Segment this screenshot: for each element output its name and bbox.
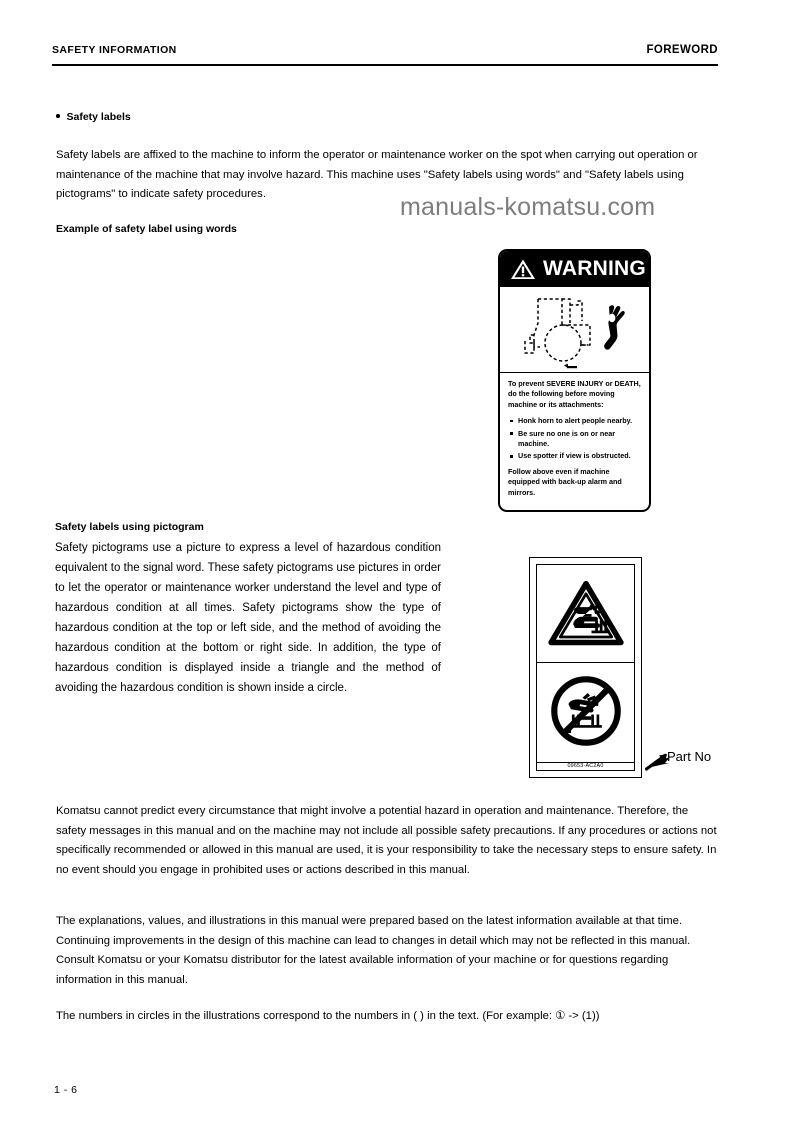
warning-pictogram-area [500, 287, 649, 373]
warning-bullet-list [508, 416, 641, 462]
circled-numbers-note: The numbers in circles in the illustrations correspond to the numbers in ( ) in the text. (For example: ① -> (1)) [56, 1010, 600, 1022]
header-rule [52, 64, 718, 66]
warning-bullet-item: Use spotter if view is obstructed. [508, 451, 641, 461]
warning-label-graphic [498, 249, 651, 512]
pictogram-label-inner-frame [536, 564, 635, 771]
part-no-callout-label: Part No [667, 749, 712, 764]
prohibition-circle-no-hand-icon [549, 674, 623, 748]
warning-signal-word: WARNING [543, 257, 646, 280]
warning-bullet-item: Honk horn to alert people nearby. [508, 416, 641, 426]
header-section-title: SAFETY INFORMATION [52, 44, 177, 56]
disclaimer-paragraph-2: The explanations, values, and illustrations in this manual were prepared based on the latest information available at that time. Continuing improvements in the design of this machine can lead to changes in detail which may not be reflected in this manual. Consult Komatsu or your Komatsu distributor for the latest available information of your machine or for questions regarding information in this manual. [56, 915, 691, 986]
page-number: 1 - 6 [54, 1084, 78, 1096]
hazard-triangle-hand-crush-icon [547, 580, 625, 648]
watermark: manuals-komatsu.com [400, 193, 656, 221]
pictogram-hazard-cell [537, 565, 634, 663]
warning-footer-text: Follow above even if machine equipped with back-up alarm and mirrors. [508, 466, 622, 497]
warning-signal-bar [500, 251, 649, 287]
bullet-dot-icon [56, 114, 60, 118]
warning-label-text [500, 373, 649, 502]
pictogram-paragraph: Safety pictograms use a picture to express a level of hazardous condition equivalent to the signal word. These safety pictograms use pictures in order to let the operator or maintenance worker understand the level and type of hazardous condition at all times. Safety pictograms show the type of hazardous condition at the top or left side, and the method of avoiding the hazardous condition at the bottom or right side. In addition, the type of hazardous condition is displayed inside a triangle and the method of avoiding the hazardous condition is shown inside a circle. [55, 542, 441, 694]
pictogram-heading: Safety labels using pictogram [55, 521, 204, 533]
warning-triangle-exclamation-icon [510, 258, 536, 281]
disclaimer-paragraph-1: Komatsu cannot predict every circumstance that might involve a potential hazard in operation and maintenance. Therefore, the safety messages in this manual and on the machine may not include all possible safety precautions. If any procedures or actions not specifically recommended or allowed in this manual are used, it is your responsibility to take the necessary steps to ensure safety. In no event should you engage in prohibited uses or actions described in this manual. [56, 805, 717, 876]
pictogram-prohibition-cell [537, 663, 634, 770]
pictogram-part-number: 09653-AC2A0 [537, 762, 634, 770]
example-heading: Example of safety label using words [56, 223, 237, 235]
wheel-loader-with-person-icon [500, 287, 651, 373]
safety-labels-bullet-label: Safety labels [66, 111, 131, 123]
page-header [52, 44, 718, 66]
header-chapter-title: FOREWORD [646, 44, 718, 56]
warning-bullet-item: Be sure no one is on or near machine. [508, 429, 641, 450]
intro-paragraph: Safety labels are affixed to the machine to inform the operator or maintenance worker on the spot when carrying out operation or maintenance of the machine that may involve hazard. This machine uses "Safety labels using words" and "Safety labels using pictograms" to indicate safety procedures. [56, 149, 698, 200]
warning-lead-text: To prevent SEVERE INJURY or DEATH, do the following before moving machine or its attachments: [508, 379, 641, 409]
safety-labels-bullet [56, 111, 131, 123]
pictogram-label-graphic [529, 557, 642, 778]
